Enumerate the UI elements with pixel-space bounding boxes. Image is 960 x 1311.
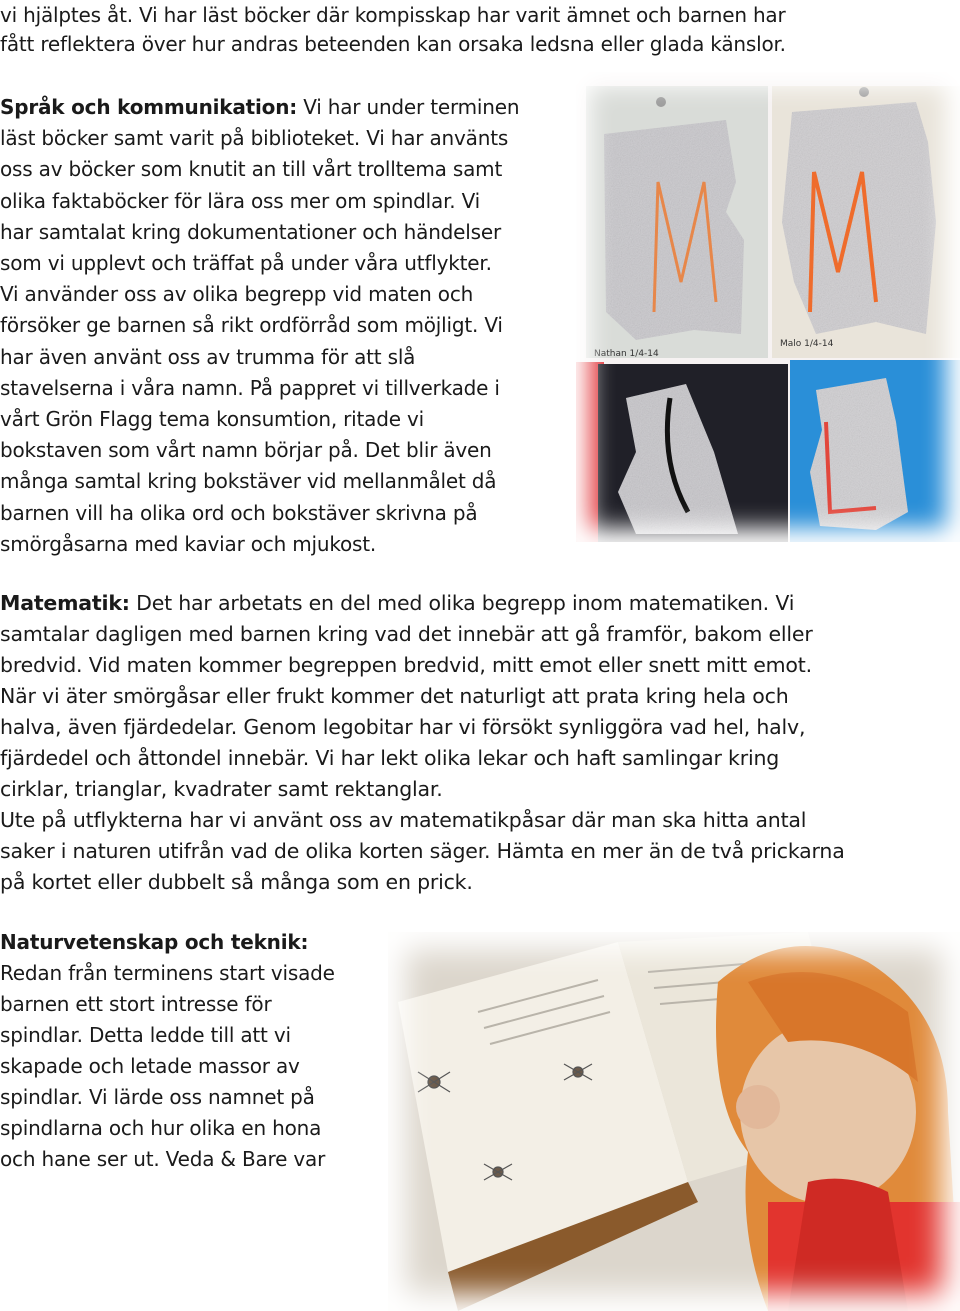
photo-label-malo: Malo 1/4-14 (780, 339, 834, 349)
photo-label-nathan: Nathan 1/4-14 (594, 349, 659, 359)
sprak-line-4: olika faktaböcker för lära oss mer om spindlar. Vi (0, 188, 480, 213)
matematik-line-1 (0, 588, 794, 619)
sprak-line-10: stavelserna i våra namn. På pappret vi tillverkade i (0, 375, 500, 400)
naturvetenskap-line-7: spindlarna och hur olika en hona (0, 1116, 322, 1140)
sprak-line-14: barnen vill ha olika ord och bokstäver skrivna på (0, 500, 478, 525)
sprak-line-3: oss av böcker som knutit an till vårt trolltema samt (0, 157, 503, 182)
matematik-line-3: bredvid. Vid maten kommer begreppen bredvid, mitt emot eller snett mitt emot. (0, 653, 812, 677)
doll-reading-book-photo (388, 932, 960, 1311)
sprak-line-2: läst böcker samt varit på biblioteket. Vi har använts (0, 126, 509, 151)
sprak-line-7: Vi använder oss av olika begrepp vid maten och (0, 282, 474, 307)
sprak-line-5: har samtalat kring dokumentationer och händelser (0, 219, 501, 244)
naturvetenskap-line-3: barnen ett stort intresse för (0, 992, 272, 1016)
sprak-line-13: många samtal kring bokstäver vid mellanmålet då (0, 469, 497, 494)
matematik-line-9: saker i naturen utifrån vad de olika korten säger. Hämta en mer än de två prickarna (0, 839, 845, 863)
sprak-heading: Språk och kommunikation: (0, 95, 298, 119)
matematik-line-5: halva, även fjärdedelar. Genom legobitar har vi försökt synliggöra vad hel, halv, (0, 715, 806, 739)
naturvetenskap-heading: Naturvetenskap och teknik: (0, 930, 309, 954)
sprak-line-11: vårt Grön Flagg tema konsumtion, ritade vi (0, 407, 424, 431)
matematik-line-10: på kortet eller dubbelt så många som en prick. (0, 870, 473, 894)
naturvetenskap-line-6: spindlar. Vi lärde oss namnet på (0, 1085, 315, 1109)
sprak-line-9: har även använt oss av trumma för att slå (0, 344, 416, 369)
sprak-line-15: smörgåsarna med kaviar och mjukost. (0, 531, 377, 556)
matematik-first-rest: Det har arbetats en del med olika begrepp inom matematiken. Vi (129, 591, 795, 615)
paper-letters-photo (576, 72, 960, 542)
intro-line-2: fått reflektera över hur andras beteenden kan orsaka ledsna eller glada känslor. (0, 32, 786, 56)
naturvetenskap-line-5: skapade och letade massor av (0, 1054, 300, 1078)
matematik-line-8: Ute på utflykterna har vi använt oss av matematikpåsar där man ska hitta antal (0, 808, 807, 832)
sprak-first-rest: Vi har under terminen (297, 95, 520, 119)
naturvetenskap-line-2: Redan från terminens start visade (0, 961, 335, 985)
naturvetenskap-heading-line (0, 927, 308, 958)
doll-book-illustration (388, 932, 960, 1311)
naturvetenskap-line-4: spindlar. Detta ledde till att vi (0, 1023, 291, 1047)
sprak-line-8: försöker ge barnen så rikt ordförråd som möjligt. Vi (0, 313, 503, 338)
paper-letters-illustration (576, 72, 960, 542)
naturvetenskap-line-8: och hane ser ut. Veda & Bare var (0, 1147, 326, 1171)
matematik-line-7: cirklar, trianglar, kvadrater samt rektanglar. (0, 777, 443, 801)
matematik-line-6: fjärdedel och åttondel innebär. Vi har lekt olika lekar och haft samlingar kring (0, 746, 780, 770)
sprak-line-1 (0, 92, 519, 123)
sprak-line-6: som vi upplevt och träffat på under våra utflykter. (0, 251, 492, 275)
matematik-line-4: När vi äter smörgåsar eller frukt kommer det naturligt att prata kring hela och (0, 684, 789, 708)
intro-line-1: vi hjälptes åt. Vi har läst böcker där kompisskap har varit ämnet och barnen har (0, 3, 786, 27)
sprak-line-12: bokstaven som vårt namn börjar på. Det blir även (0, 438, 492, 463)
matematik-line-2: samtalar dagligen med barnen kring vad det innebär att gå framför, bakom eller (0, 622, 813, 646)
matematik-heading: Matematik: (0, 591, 130, 615)
